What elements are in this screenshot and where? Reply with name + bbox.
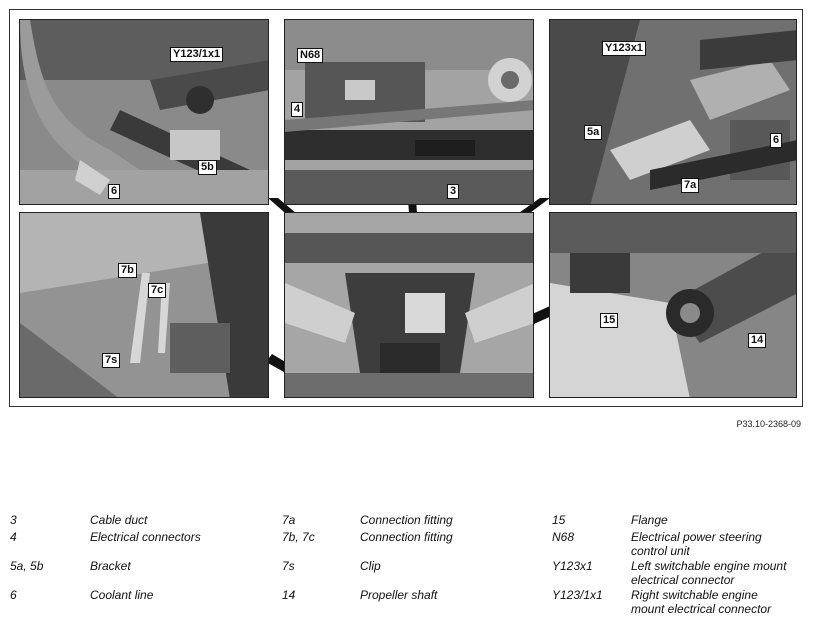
callout-7s: 7s [102,353,120,368]
legend-code: Y123x1 [552,559,593,573]
legend-desc: Electrical power steering control unit [631,530,762,558]
figure-reference: P33.10-2368-09 [736,419,801,429]
legend-code: 15 [552,513,566,527]
legend-code: Y123/1x1 [552,588,603,602]
callout-3: 3 [447,184,459,199]
legend-desc: Bracket [90,559,131,573]
callout-6: 6 [108,184,120,199]
callout-14: 14 [748,333,766,348]
legend-desc: Coolant line [90,588,154,602]
legend-desc: Electrical connectors [90,530,201,544]
legend-desc: Flange [631,513,668,527]
callout-7a: 7a [681,178,699,193]
legend-desc: Cable duct [90,513,148,527]
callout-5b: 5b [198,160,217,175]
callout-15: 15 [600,313,618,328]
callout-5a: 5a [584,125,602,140]
legend-desc: Connection fitting [360,513,453,527]
callout-n68: N68 [297,48,323,63]
legend-code: 7b, 7c [282,530,315,544]
legend-desc: Left switchable engine mount electrical connector [631,559,787,587]
legend-code: 4 [10,530,17,544]
legend-desc: Clip [360,559,381,573]
callout-7b: 7b [118,263,137,278]
callout-y123x1: Y123x1 [602,41,646,56]
legend-code: N68 [552,530,575,544]
callout-4: 4 [291,102,303,117]
legend-code: 5a, 5b [10,559,44,573]
legend-desc: Right switchable engine mount electrical connector [631,588,772,616]
legend-code: 14 [282,588,296,602]
callout-7c: 7c [148,283,166,298]
legend-code: 7a [282,513,296,527]
legend-desc: Connection fitting [360,530,453,544]
legend-code: 7s [282,559,295,573]
legend-code: 3 [10,513,17,527]
callout-6-right: 6 [770,133,782,148]
callout-y123-1x1: Y123/1x1 [170,47,223,62]
legend-code: 6 [10,588,17,602]
legend-desc: Propeller shaft [360,588,438,602]
